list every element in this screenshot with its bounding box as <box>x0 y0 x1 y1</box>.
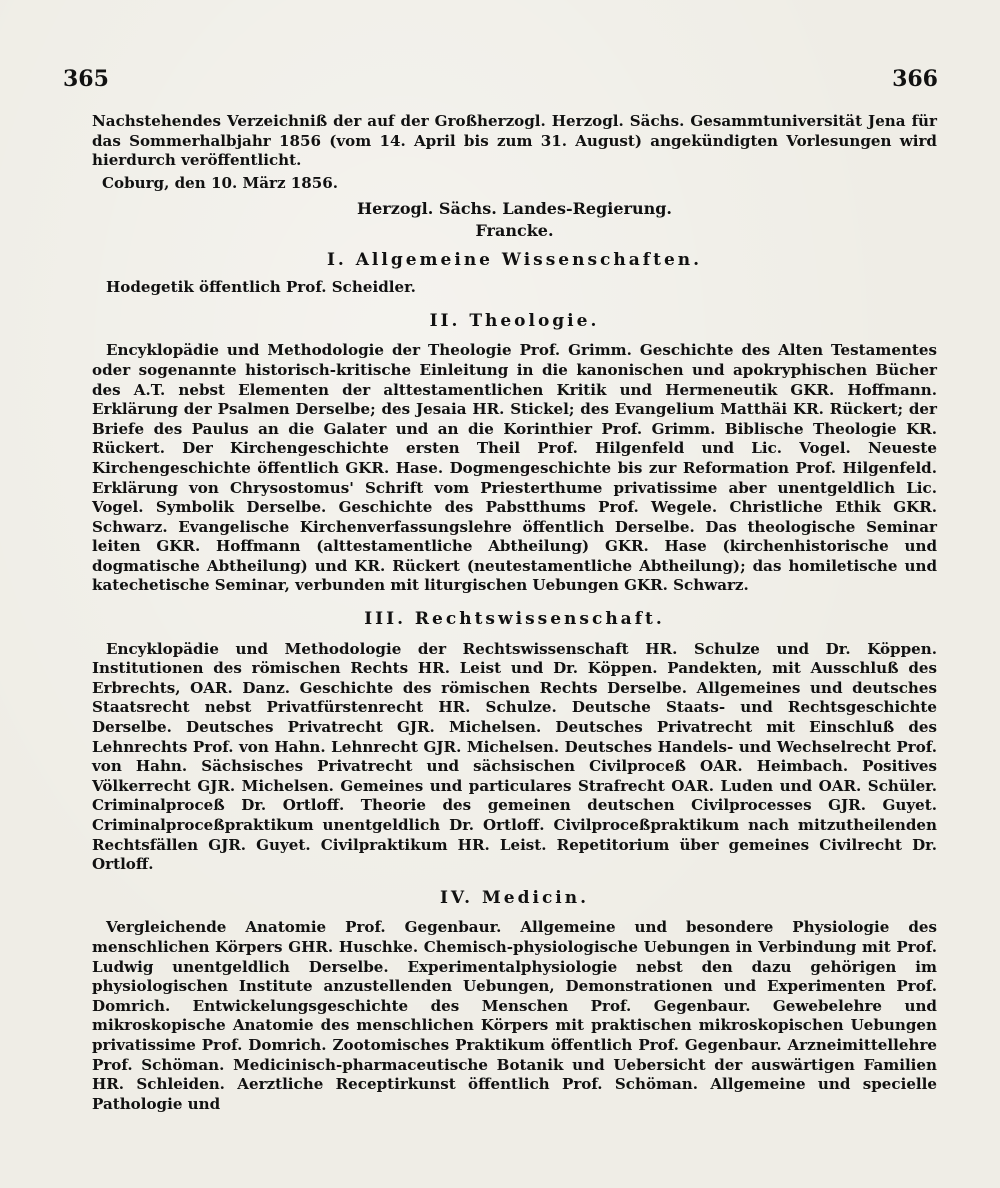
announcement-text: Nachstehendes Verzeichniß der auf der Großherzogl. Herzogl. Sächs. Gesammtuniversität Jena für das Sommerhalbjahr 1856 (vom 14. April bis zum 31. August) angekündigten Vorlesungen wird hierdurch veröffentlicht. <box>92 112 937 170</box>
section-body-law: Encyklopädie und Methodologie der Rechtswissenschaft HR. Schulze und Dr. Köppen. Institutionen des römischen Rechts HR. Leist und Dr. Köppen. Pandekten, mit Ausschluß des Erbrechts, OAR. Danz. Geschichte des römischen Rechts Derselbe. Allgemeines und deutsches Staatsrecht nebst Privatfürstenrecht HR. Schulze. Deutsche Staats- und Rechtsgeschichte Derselbe. Deutsches Privatrecht GJR. Michelsen. Deutsches Privatrecht mit Einschluß des Lehnrechts Prof. von Hahn. Lehnrecht GJR. Michelsen. Deutsches Handels- und Wechselrecht Prof. von Hahn. Sächsisches Privatrecht und sächsischen Civilproceß OAR. Heimbach. Positives Völkerrecht GJR. Michelsen. Gemeines und particulares Strafrecht OAR. Luden und OAR. Schüler. Criminalproceß Dr. Ortloff. Theorie des gemeinen deutschen Civilprocesses GJR. Guyet. Criminalproceßpraktikum unentgeldlich Dr. Ortloff. Civilproceßpraktikum nach mitzutheilenden Rechtsfällen GJR. Guyet. Civilpraktikum HR. Leist. Repetitorium über gemeines Civilrecht Dr. Ortloff. <box>92 639 937 874</box>
section-title-general-sciences: I. Allgemeine Wissenschaften. <box>326 249 703 270</box>
signature-name: Francke. <box>475 220 554 240</box>
section-title-law: III. Rechtswissenschaft. <box>364 609 665 630</box>
section-title-theology: II. Theologie. <box>429 310 600 331</box>
section-title-medicine: IV. Medicin. <box>439 887 590 908</box>
page-content <box>92 112 937 1114</box>
dateline: Coburg, den 10. März 1856. <box>102 173 339 192</box>
section-body-medicine: Vergleichende Anatomie Prof. Gegenbaur. Allgemeine und besondere Physiologie des menschlichen Körpers GHR. Huschke. Chemisch-physiologische Uebungen in Verbindung mit Prof. Ludwig unentgeldlich Derselbe. Experimentalphysiologie nebst den dazu gehörigen im physiologischen Institute anzustellenden Uebungen, Demonstrationen und Experimenten Prof. Domrich. Entwickelungsgeschichte des Menschen Prof. Gegenbaur. Gewebelehre und mikroskopische Anatomie des menschlichen Körpers mit praktischen mikroskopischen Uebungen privatissime Prof. Domrich. Zootomisches Praktikum öffentlich Prof. Gegenbaur. Arzneimittellehre Prof. Schöman. Medicinisch-pharmaceutische Botanik und Uebersicht der auswärtigen Familien HR. Schleiden. Aerztliche Receptirkunst öffentlich Prof. Schöman. Allgemeine und specielle Pathologie und <box>92 918 937 1113</box>
page-number-right: 366 <box>892 66 938 92</box>
section-body-general-sciences: Hodegetik öffentlich Prof. Scheidler. <box>106 278 416 297</box>
issuing-authority: Herzogl. Sächs. Landes-Regierung. <box>357 199 672 219</box>
section-body-theology: Encyklopädie und Methodologie der Theologie Prof. Grimm. Geschichte des Alten Testamentes oder sogenannte historisch-kritische Einleitung in die kanonischen und apokryphischen Bücher des A.T. nebst Elementen der alttestamentlichen Kritik und Hermeneutik GKR. Hoffmann. Erklärung der Psalmen Derselbe; des Jesaia HR. Stickel; des Evangelium Matthäi KR. Rückert; der Briefe des Paulus an die Galater und an die Korinthier Prof. Grimm. Biblische Theologie KR. Rückert. Der Kirchengeschichte ersten Theil Prof. Hilgenfeld und Lic. Vogel. Neueste Kirchengeschichte öffentlich GKR. Hase. Dogmengeschichte bis zur Reformation Prof. Hilgenfeld. Erklärung von Chrysostomus' Schrift vom Priesterthume privatissime aber unentgeldlich Lic. Vogel. Symbolik Derselbe. Geschichte des Pabstthums Prof. Wegele. Christliche Ethik GKR. Schwarz. Evangelische Kirchenverfassungslehre öffentlich Derselbe. Das theologische Seminar leiten GKR. Hoffmann (alttestamentliche Abtheilung) GKR. Hase (kirchenhistorische und dogmatische Abtheilung) und KR. Rückert (neutestamentliche Abtheilung); das homiletische und katechetische Seminar, verbunden mit liturgischen Uebungen GKR. Schwarz. <box>92 341 937 595</box>
page-number-left: 365 <box>63 66 109 92</box>
